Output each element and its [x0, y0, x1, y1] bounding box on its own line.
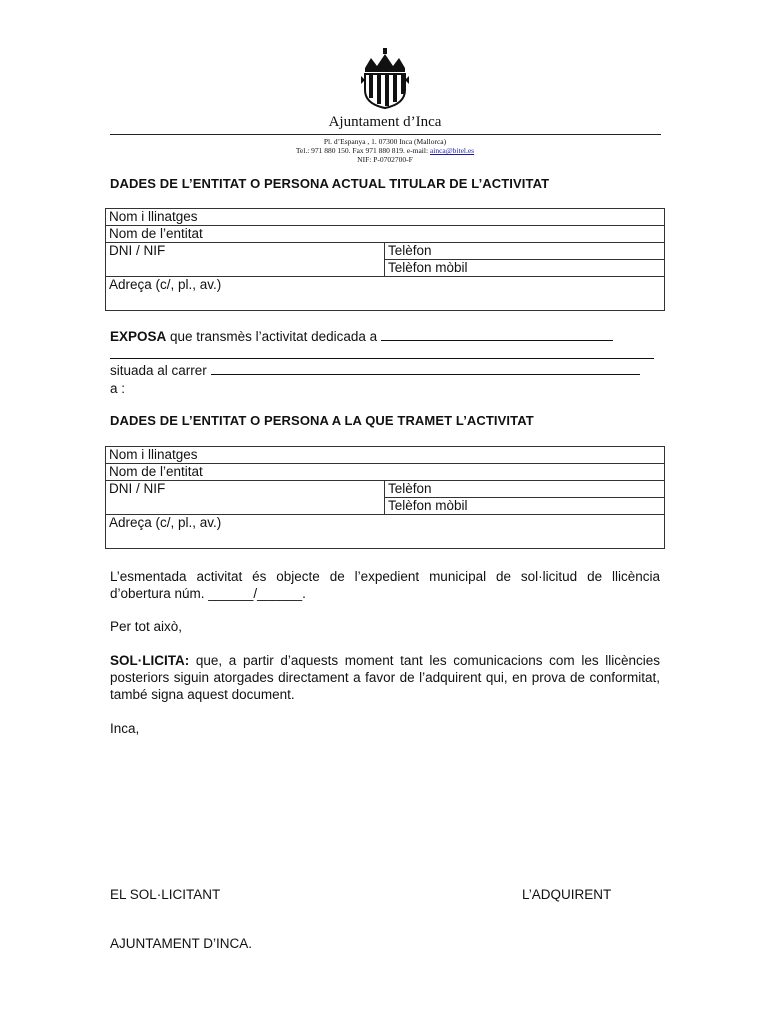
place-label: Inca, [110, 721, 140, 736]
dni-field[interactable]: DNI / NIF [106, 481, 385, 515]
current-holder-table [105, 208, 665, 311]
phone-field[interactable]: Telèfon [385, 481, 665, 498]
address-line: Pl. d’Espanya , 1. 07300 Inca (Mallorca) [323, 137, 447, 146]
nif-line: NIF: P-0702700-F [357, 155, 413, 164]
section-title-new-holder: DADES DE L’ENTITAT O PERSONA A LA QUE TRAMET L’ACTIVITAT [110, 413, 534, 428]
header-divider [110, 134, 661, 135]
expedient-paragraph: L’esmentada activitat és objecte de l’expedient municipal de sol·licitud de llicència d’obertura núm. ______/______. [110, 569, 660, 601]
exposa-line [110, 328, 660, 345]
exposa-label: EXPOSA [110, 329, 167, 344]
phone-field[interactable]: Telèfon [385, 243, 665, 260]
address-field[interactable]: Adreça (c/, pl., av.) [106, 277, 665, 311]
solicita-label: SOL·LICITA: [110, 653, 190, 668]
mobile-field[interactable]: Telèfon mòbil [385, 260, 665, 277]
street-line [110, 362, 660, 379]
mobile-field[interactable]: Telèfon mòbil [385, 498, 665, 515]
contact-text: Tel.: 971 880 150. Fax 971 880 819. e-mail: [295, 146, 429, 155]
street-label: situada al carrer [110, 363, 207, 378]
email-link[interactable]: ainca@bitel.es [429, 146, 475, 155]
name-field[interactable]: Nom i llinatges [106, 209, 665, 226]
activity-blank[interactable] [381, 329, 613, 341]
section-title-current-holder: DADES DE L’ENTITAT O PERSONA ACTUAL TITULAR DE L’ACTIVITAT [110, 176, 550, 191]
per-tot-paragraph: Per tot això, [110, 619, 183, 634]
address-field[interactable]: Adreça (c/, pl., av.) [106, 515, 665, 549]
name-field[interactable]: Nom i llinatges [106, 447, 665, 464]
activity-blank-line-2[interactable] [110, 358, 654, 359]
municipal-coat-of-arms-icon [359, 46, 411, 110]
solicita-text: que, a partir d’aquests moment tant les comunicacions com les llicències posteriors siguin atorgades directament a favor de l’adquirent qui, en prova de conformitat, també signa aquest document. [110, 653, 660, 702]
applicant-signature-label: EL SOL·LICITANT [110, 887, 221, 902]
organization-name: Ajuntament d’Inca [328, 114, 442, 130]
council-signature-label: AJUNTAMENT D’INCA. [110, 936, 253, 951]
street-blank[interactable] [211, 363, 640, 375]
entity-field[interactable]: Nom de l’entitat [106, 464, 665, 481]
to-label: a : [110, 381, 126, 396]
exposa-text: que transmès l’activitat dedicada a [166, 329, 378, 344]
contact-line [0, 146, 770, 155]
solicita-paragraph [110, 652, 660, 703]
dni-field[interactable]: DNI / NIF [106, 243, 385, 277]
new-holder-table [105, 446, 665, 549]
entity-field[interactable]: Nom de l’entitat [106, 226, 665, 243]
acquirer-signature-label: L’ADQUIRENT [522, 887, 612, 902]
